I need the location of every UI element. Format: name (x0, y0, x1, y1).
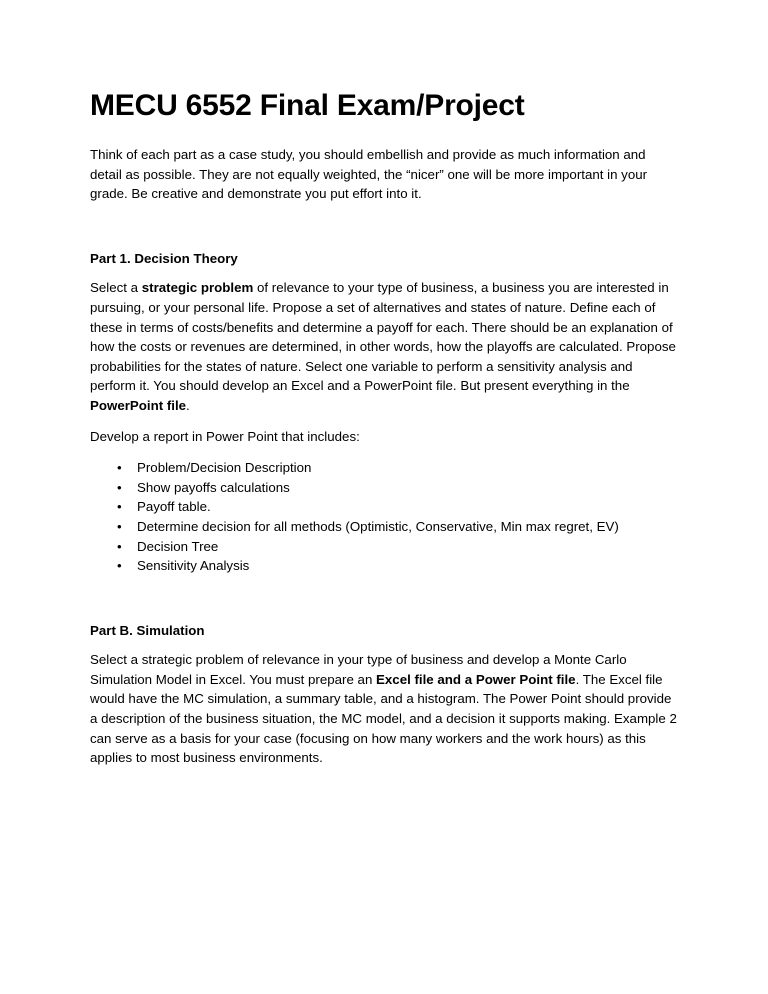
list-item: • Payoff table. (137, 497, 678, 517)
list-item: • Problem/Decision Description (137, 458, 678, 478)
partb-body-paragraph (90, 650, 678, 768)
partb-body-bold-excel-powerpoint-file: Excel file and a Power Point file (376, 671, 576, 687)
list-item: • Decision Tree (137, 537, 678, 557)
partb-body-segment: . The Excel file would have the MC simulation, a summary table, and a histogram. The Power Point should provide a description of the business situation, the MC model, and a decision it supports making. Example 2 can serve as a basis for your case (focusing on how many workers and the work hours) as this applies to most business environments. (90, 671, 677, 766)
partb-body-segment: Select a strategic problem of relevance in your type of business and develop a Monte Carlo Simulation Model in Excel. You must prepare an (90, 652, 627, 687)
document-title: MECU 6552 Final Exam/Project (90, 89, 525, 122)
part1-heading: Part 1. Decision Theory (90, 250, 238, 266)
part1-body-bold-powerpoint-file: PowerPoint file (90, 397, 187, 413)
part1-body-bold-strategic-problem: strategic problem (141, 280, 254, 296)
list-item: • Sensitivity Analysis (137, 556, 678, 576)
partb-heading: Part B. Simulation (90, 622, 205, 638)
part1-body-segment: Select a (90, 280, 142, 296)
part1-body-paragraph (90, 278, 678, 415)
part1-body-segment: of relevance to your type of business, a business you are interested in pursuing, or your personal life. Propose a set of alternatives and states of nature. Define each of these in terms of costs/benefits and determine a payoff for each. There should be an explanation of how the costs or revenues are determined, in other words, how the playoffs are calculated. Propose probabilities for the states of nature. Select one variable to perform a sensitivity analysis and perform it. You should develop an Excel and a PowerPoint file. But present everything in the (90, 280, 676, 394)
list-item: • Show payoffs calculations (137, 478, 678, 498)
intro-paragraph: Think of each part as a case study, you should embellish and provide as much information and detail as possible. They are not equally weighted, the “nicer” one will be more important in your grade. Be creative and demonstrate you put effort into it. (90, 147, 648, 202)
list-item: • Determine decision for all methods (Optimistic, Conservative, Min max regret, EV) (137, 517, 678, 537)
report-intro-paragraph: Develop a report in Power Point that includes: (90, 428, 360, 444)
report-bullet-list (90, 458, 678, 576)
part1-body-segment: . (186, 397, 190, 413)
